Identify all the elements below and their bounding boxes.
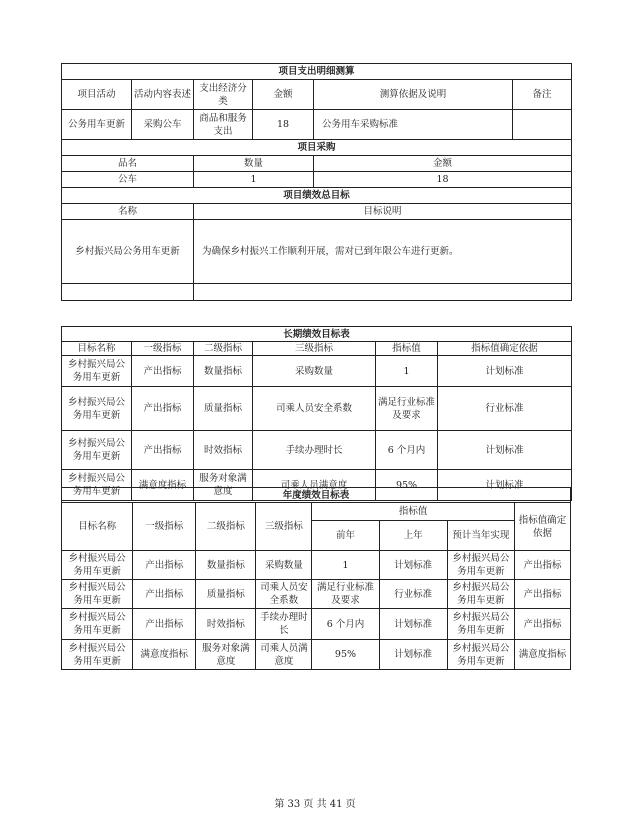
budget-header: 支出经济分类 [194, 80, 253, 110]
longterm-cell: 产出指标 [132, 356, 194, 387]
annual-cell: 乡村振兴局公务用车更新 [447, 609, 514, 640]
table-row [62, 387, 572, 431]
procurement-header: 数量 [194, 156, 314, 172]
annual-cell: 时效指标 [196, 609, 256, 640]
overall-empty-cell [62, 284, 194, 301]
overall-section-title: 项目绩效总目标 [62, 188, 572, 204]
annual-cell: 产出指标 [133, 551, 196, 580]
longterm-table [61, 326, 572, 501]
budget-header: 活动内容表述 [132, 80, 194, 110]
annual-cell: 采购数量 [256, 551, 312, 580]
budget-cell [513, 110, 572, 140]
annual-cell: 数量指标 [196, 551, 256, 580]
budget-cell: 公务用车采购标准 [314, 110, 513, 140]
longterm-cell: 乡村振兴局公务用车更新 [62, 431, 132, 470]
longterm-cell: 产出指标 [132, 431, 194, 470]
longterm-cell: 手续办理时长 [253, 431, 376, 470]
longterm-header: 目标名称 [62, 342, 132, 356]
annual-cell: 产出指标 [133, 609, 196, 640]
annual-cell: 产出指标 [514, 551, 570, 580]
longterm-header: 指标值 [376, 342, 438, 356]
annual-subheader: 预计当年实现 [447, 521, 514, 551]
budget-section-title: 项目支出明细测算 [62, 64, 572, 80]
table-row [62, 551, 571, 580]
longterm-cell: 数量指标 [194, 356, 253, 387]
annual-cell: 乡村振兴局公务用车更新 [62, 640, 133, 670]
annual-cell: 95% [312, 640, 379, 670]
longterm-cell: 乡村振兴局公务用车更新 [62, 387, 132, 431]
longterm-header: 指标值确定依据 [438, 342, 572, 356]
longterm-cell: 满足行业标准及要求 [376, 387, 438, 431]
longterm-cell: 计划标准 [438, 431, 572, 470]
annual-cell: 司乘人员满意度 [256, 640, 312, 670]
overall-name: 乡村振兴局公务用车更新 [62, 220, 194, 284]
longterm-cell: 质量指标 [194, 387, 253, 431]
longterm-cell: 95% [376, 470, 438, 501]
longterm-header: 一级指标 [132, 342, 194, 356]
annual-table [61, 487, 571, 670]
table-row [62, 431, 572, 470]
budget-header: 备注 [513, 80, 572, 110]
annual-cell: 1 [312, 551, 379, 580]
annual-cell: 手续办理时长 [256, 609, 312, 640]
budget-cell: 公务用车更新 [62, 110, 132, 140]
annual-header: 三级指标 [256, 503, 312, 551]
annual-cell: 计划标准 [379, 609, 447, 640]
budget-cell: 18 [253, 110, 314, 140]
longterm-cell: 乡村振兴局公务用车更新 [62, 470, 132, 501]
annual-subheader: 上年 [379, 521, 447, 551]
procurement-header: 品名 [62, 156, 194, 172]
annual-cell: 满意度指标 [514, 640, 570, 670]
longterm-cell: 6 个月内 [376, 431, 438, 470]
longterm-cell: 计划标准 [438, 470, 572, 501]
annual-cell: 服务对象满意度 [196, 640, 256, 670]
annual-header: 二级指标 [196, 503, 256, 551]
annual-cell: 计划标准 [379, 640, 447, 670]
annual-cell: 质量指标 [196, 580, 256, 609]
annual-cell: 乡村振兴局公务用车更新 [447, 580, 514, 609]
overall-empty-cell [194, 284, 572, 301]
annual-cell: 行业标准 [379, 580, 447, 609]
budget-header: 测算依据及说明 [314, 80, 513, 110]
budget-cell: 采购公车 [132, 110, 194, 140]
longterm-header: 三级指标 [253, 342, 376, 356]
longterm-cell: 时效指标 [194, 431, 253, 470]
budget-cell: 商品和服务支出 [194, 110, 253, 140]
annual-cell: 满意度指标 [133, 640, 196, 670]
budget-header: 项目活动 [62, 80, 132, 110]
annual-header: 目标名称 [62, 503, 133, 551]
annual-header: 指标值确定依据 [514, 503, 570, 551]
longterm-cell: 采购数量 [253, 356, 376, 387]
longterm-cell: 行业标准 [438, 387, 572, 431]
annual-section-title: 年度绩效目标表 [62, 488, 571, 503]
annual-cell: 乡村振兴局公务用车更新 [62, 551, 133, 580]
annual-cell: 乡村振兴局公务用车更新 [447, 640, 514, 670]
overall-header: 目标说明 [194, 204, 572, 220]
annual-cell: 计划标准 [379, 551, 447, 580]
annual-cell: 产出指标 [133, 580, 196, 609]
longterm-cell: 满意度指标 [132, 470, 194, 501]
page-number: 第 33 页 共 41 页 [274, 799, 356, 810]
overall-description: 为确保乡村振兴工作顺利开展，需对已到年限公车进行更新。 [194, 220, 572, 284]
procurement-cell: 18 [314, 172, 572, 188]
longterm-cell: 服务对象满意度 [194, 470, 253, 501]
annual-header: 指标值 [312, 503, 515, 521]
procurement-cell: 公车 [62, 172, 194, 188]
annual-header: 一级指标 [133, 503, 196, 551]
table-row [62, 580, 571, 609]
annual-cell: 满足行业标准及要求 [312, 580, 379, 609]
longterm-cell: 产出指标 [132, 387, 194, 431]
longterm-section-title: 长期绩效目标表 [62, 327, 572, 342]
longterm-cell: 司乘人员安全系数 [253, 387, 376, 431]
annual-cell: 产出指标 [514, 609, 570, 640]
longterm-cell: 乡村振兴局公务用车更新 [62, 356, 132, 387]
budget-table [61, 63, 572, 301]
annual-subheader: 前年 [312, 521, 379, 551]
annual-cell: 乡村振兴局公务用车更新 [62, 609, 133, 640]
annual-cell: 司乘人员安全系数 [256, 580, 312, 609]
table-row [62, 356, 572, 387]
longterm-header: 二级指标 [194, 342, 253, 356]
annual-cell: 乡村振兴局公务用车更新 [447, 551, 514, 580]
procurement-cell: 1 [194, 172, 314, 188]
table-row [62, 609, 571, 640]
longterm-cell: 1 [376, 356, 438, 387]
longterm-cell: 计划标准 [438, 356, 572, 387]
longterm-cell: 司乘人员满意度 [253, 470, 376, 501]
budget-header: 金额 [253, 80, 314, 110]
table-row [62, 640, 571, 670]
annual-cell: 乡村振兴局公务用车更新 [62, 580, 133, 609]
procurement-header: 金额 [314, 156, 572, 172]
overall-header: 名称 [62, 204, 194, 220]
annual-cell: 6 个月内 [312, 609, 379, 640]
annual-cell: 产出指标 [514, 580, 570, 609]
procurement-section-title: 项目采购 [62, 140, 572, 156]
